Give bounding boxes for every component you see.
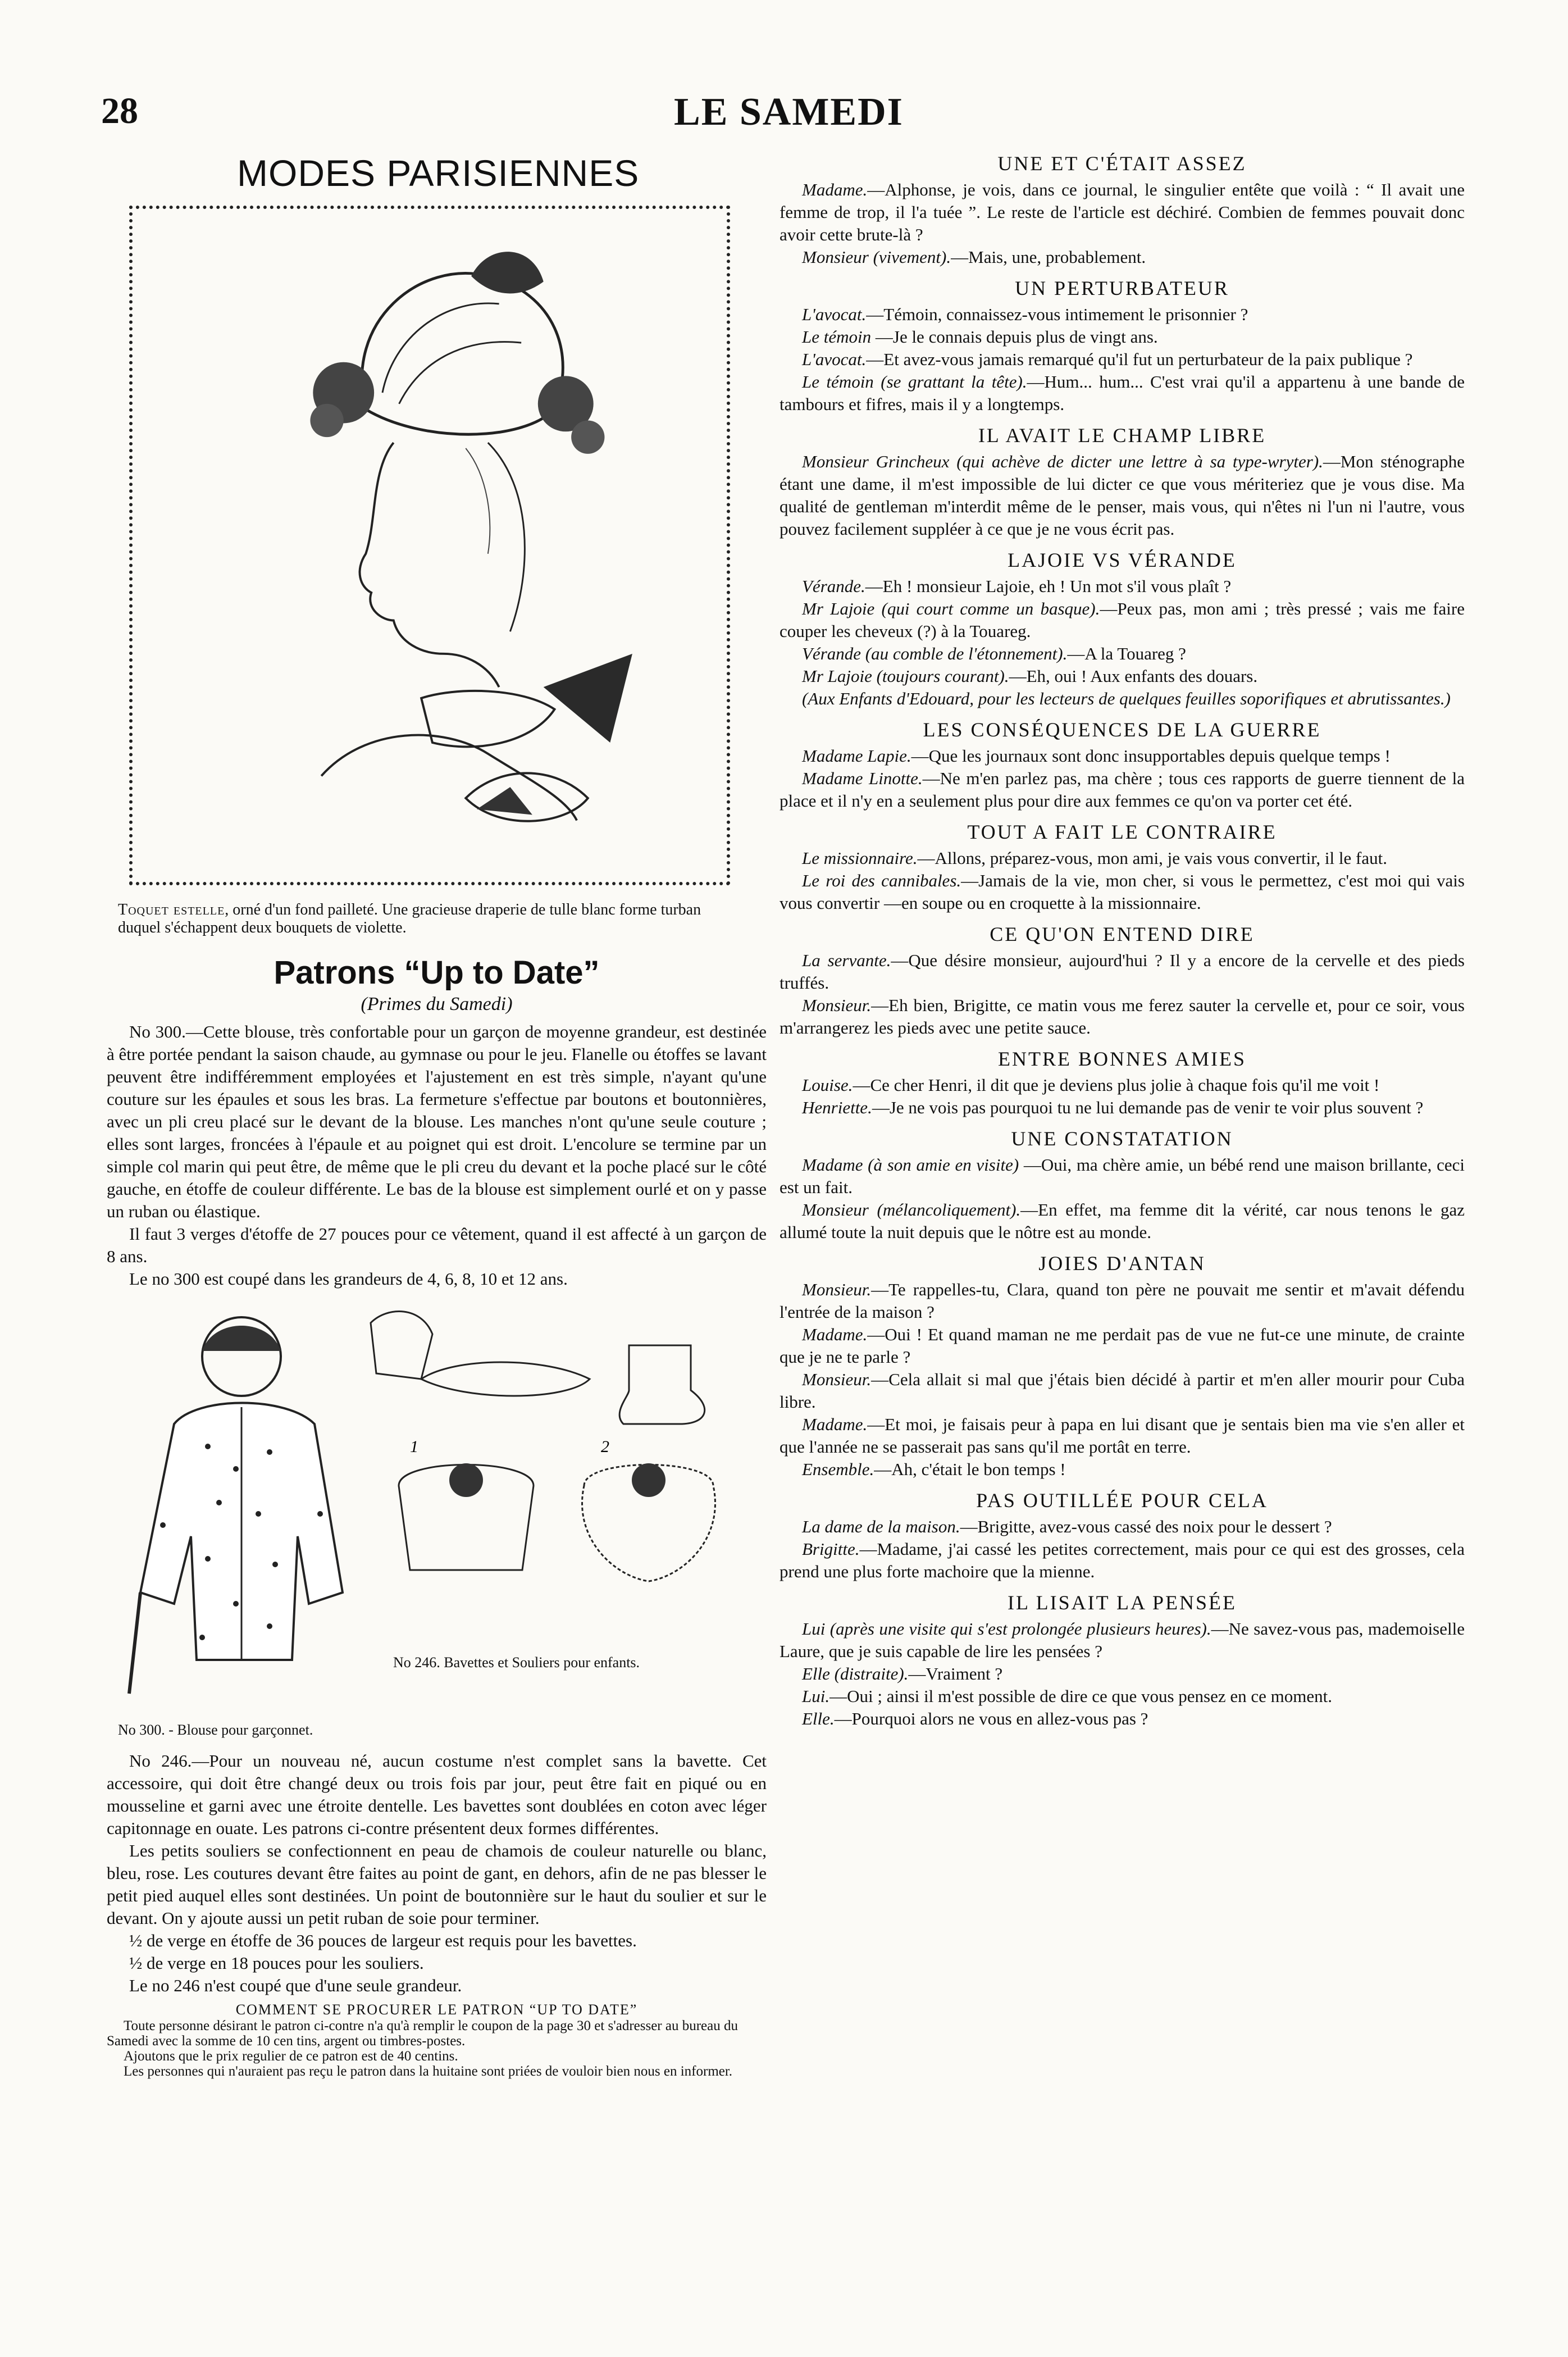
- dialogue-line: Vérande (au comble de l'étonnement).—A la Touareg ?: [802, 644, 1186, 663]
- dialogue-line: Henriette.—Je ne vois pas pourquoi tu ne lui demande pas de venir te voir plus souvent ?: [802, 1098, 1424, 1117]
- pattern-246-shoes: Les petits souliers se confectionnent en peau de chamois de couleur naturelle ou blanc, bleu, rose. Les coutures devant être faites au point de gant, en dehors, afin de ne pas blesser le petit pied auquel elles sont destinées. Un point de boutonnière sur le haut du soulier et sur le devant. On y ajoute aussi un petit ruban de soie pour terminer.: [107, 1841, 767, 1928]
- pattern-246-description: No 246.—Pour un nouveau né, aucun costume n'est complet sans la bavette. Cet accessoire, qui doit être changé deux ou trois fois par jour, peut être fait en piqué ou en mousseline et garni avec une étroite dentelle. Les bavettes sont doublées en coton avec léger capitonnage en ouate. Les patrons ci-contre présentent deux formes différentes.: [107, 1751, 767, 1838]
- pattern-300-sizes: Le no 300 est coupé dans les grandeurs de 4, 6, 8, 10 et 12 ans.: [129, 1269, 568, 1289]
- pattern-illustrations: [107, 1300, 767, 1750]
- dialogue-line: Madame.—Oui ! Et quand maman ne me perdait pas de vue ne fut-ce une minute, de crainte que je ne te parle ?: [780, 1325, 1465, 1367]
- fig-label-1: 1: [410, 1437, 418, 1456]
- dialogue-line: Monsieur.—Eh bien, Brigitte, ce matin vous me ferez sauter la cervelle et, pour ce soir, vous m'arrangerez les pieds avec une petite sauce.: [780, 995, 1465, 1038]
- primes-subtitle: (Primes du Samedi): [361, 994, 513, 1014]
- dialogue-line: Monsieur (vivement).—Mais, une, probablement.: [802, 247, 1146, 267]
- dialogue-line: Elle.—Pourquoi alors ne vous en allez-vous pas ?: [802, 1709, 1148, 1728]
- dialogue-line: Mr Lajoie (qui court comme un basque).—Peux pas, mon ami ; très pressé ; vais me faire couper les cheveux (?) à la Touareg.: [780, 599, 1465, 641]
- caption-246: No 246. Bavettes et Souliers pour enfants.: [393, 1654, 640, 1671]
- patrons-title: Patrons “Up to Date”: [274, 954, 600, 991]
- pattern-246-fabric-shoes: ½ de verge en 18 pouces pour les souliers.: [129, 1953, 424, 1973]
- left-column: [107, 152, 767, 2079]
- dialogue-line: Madame Linotte.—Ne m'en parlez pas, ma chère ; tous ces rapports de guerre tiennent de la place et il n'y en a seulement plus pour dire aux femmes ce qu'on va porter cet été.: [780, 768, 1465, 811]
- dialogue-line: Monsieur (mélancoliquement).—En effet, ma femme dit la vérité, car nous tenons le gaz allumé toute la nuit depuis que le nôtre est au monde.: [780, 1200, 1465, 1242]
- right-column: [780, 152, 1465, 1730]
- dialogue-line: Louise.—Ce cher Henri, il dit que je deviens plus jolie à chaque fois qu'il me voit !: [802, 1075, 1380, 1095]
- dialogue-line: Madame Lapie.—Que les journaux sont donc insupportables depuis quelque temps !: [802, 746, 1391, 766]
- regular-price-note: Ajoutons que le prix regulier de ce patron est de 40 centins.: [124, 2049, 458, 2064]
- how-to-order-text: Toute personne désirant le patron ci-contre n'a qu'à remplir le coupon de la page 30 et s'adresser au bureau du Samedi avec la somme de 10 cen tins, argent ou timbres-postes.: [107, 2018, 738, 2049]
- dialogue-line: La servante.—Que désire monsieur, aujourd'hui ? Il y a encore de la cervelle et des pieds truffés.: [780, 950, 1465, 993]
- dialogue-note: (Aux Enfants d'Edouard, pour les lecteurs de quelques feuilles soporifiques et abrutissantes.): [802, 689, 1451, 708]
- toquet-name: Toquet estelle: [118, 901, 225, 918]
- page-number: 28: [101, 90, 138, 131]
- caption-300: No 300. - Blouse pour garçonnet.: [118, 1722, 313, 1738]
- dialogue-line: La dame de la maison.—Brigitte, avez-vous cassé des noix pour le dessert ?: [802, 1517, 1332, 1536]
- section-title: UNE CONSTATATION: [1011, 1127, 1233, 1150]
- dialogue-line: Vérande.—Eh ! monsieur Lajoie, eh ! Un mot s'il vous plaît ?: [802, 576, 1232, 596]
- dialogue-line: Mr Lajoie (toujours courant).—Eh, oui ! Aux enfants des douars.: [802, 666, 1258, 686]
- pattern-246-fabric-bib: ½ de verge en étoffe de 36 pouces de largeur est requis pour les bavettes.: [129, 1931, 637, 1950]
- section-title: JOIES D'ANTAN: [1038, 1252, 1206, 1275]
- pattern-246-size: Le no 246 n'est coupé que d'une seule grandeur.: [129, 1976, 462, 1995]
- how-to-order-title: COMMENT SE PROCURER LE PATRON “UP TO DATE”: [235, 2001, 638, 2018]
- dialogue-line: Lui (après une visite qui s'est prolongée plusieurs heures).—Ne savez-vous pas, mademoiselle Laure, que je suis capable de lire les pensées ?: [780, 1619, 1465, 1661]
- section-title: UN PERTURBATEUR: [1015, 277, 1229, 299]
- section-title: CE QU'ON ENTEND DIRE: [990, 923, 1255, 945]
- section-title: IL LISAIT LA PENSÉE: [1008, 1591, 1237, 1614]
- dialogue-line: L'avocat.—Témoin, connaissez-vous intimement le prisonnier ?: [802, 304, 1248, 324]
- journal-title: LE SAMEDI: [674, 90, 904, 134]
- dialogue-line: Le témoin —Je le connais depuis plus de vingt ans.: [802, 327, 1158, 347]
- dialogue-line: Ensemble.—Ah, c'était le bon temps !: [802, 1459, 1066, 1479]
- section-title: IL AVAIT LE CHAMP LIBRE: [978, 424, 1266, 447]
- dialogue-line: Le témoin (se grattant la tête).—Hum... hum... C'est vrai qu'il a appartenu à une bande de tambours et fifres, mais il y a longtemps.: [780, 372, 1465, 414]
- woman-hat-illustration: [133, 209, 727, 882]
- section-title: LAJOIE VS VÉRANDE: [1008, 549, 1237, 571]
- pattern-300-fabric: Il faut 3 verges d'étoffe de 27 pouces pour ce vêtement, quand il est affecté à un garçon de 8 ans.: [107, 1224, 767, 1266]
- dialogue-line: Lui.—Oui ; ainsi il m'est possible de dire ce que vous pensez en ce moment.: [802, 1686, 1333, 1706]
- toquet-caption: [118, 901, 724, 937]
- dialogue-line: L'avocat.—Et avez-vous jamais remarqué qu'il fut un perturbateur de la paix publique ?: [802, 349, 1413, 369]
- blouse-bib-shoe-illustration: [107, 1300, 767, 1750]
- dialogue-line: Monsieur.—Cela allait si mal que j'étais bien décidé à partir et m'en aller mourir pour Cuba libre.: [780, 1369, 1465, 1412]
- dialogue-line: Madame.—Alphonse, je vois, dans ce journal, le singulier entête que voilà : “ Il avait une femme de trop, il l'a tuée ”. Le reste de l'article est déchiré. Combien de femmes pouvait donc avoir cette brute-là ?: [780, 180, 1465, 244]
- dialogue-line: Madame.—Et moi, je faisais peur à papa en lui disant que je sentais bien ma vie s'en aller et que l'année ne se passerait pas sans qu'il me portât en terre.: [780, 1414, 1465, 1457]
- dialogue-line: Le roi des cannibales.—Jamais de la vie, mon cher, si vous le permettez, c'est moi qui vais vous convertir —en soupe ou en croquette à la missionnaire.: [780, 871, 1465, 913]
- dialogue-line: Monsieur Grincheux (qui achève de dicter une lettre à sa type-wryter).—Mon sténographe étant une dame, il m'est impossible de lui dicter ce que vous mériteriez que je vous dise. Ma qualité de gentleman m'interdit même de le penser, mais vous, qui n'êtes ni l'un ni l'autre, vous pouvez facilement suppléer à ce que je ne vous écrit pas.: [780, 452, 1465, 539]
- dialogue-line: Brigitte.—Madame, j'ai cassé les petites correctement, mais pour ce qui est des grosses, cela prend une plus forte machoire que la mienne.: [780, 1539, 1465, 1581]
- fashion-illustration-frame: [129, 206, 730, 885]
- fig-label-2: 2: [601, 1437, 609, 1456]
- dialogue-line: Madame (à son amie en visite) —Oui, ma chère amie, un bébé rend une maison brillante, ceci est un fait.: [780, 1155, 1465, 1197]
- dialogue-line: Monsieur.—Te rappelles-tu, Clara, quand ton père ne pouvait me sentir et m'avait défendu l'entrée de la maison ?: [780, 1280, 1465, 1322]
- section-title: ENTRE BONNES AMIES: [997, 1048, 1247, 1070]
- dialogue-line: Elle (distraite).—Vraiment ?: [802, 1664, 1003, 1683]
- toquet-description: , orné d'un fond pailleté. Une gracieuse draperie de tulle blanc forme turban duquel s'échappent deux bouquets de violette.: [118, 901, 701, 936]
- modes-title: MODES PARISIENNES: [237, 152, 640, 194]
- dialogue-line: Le missionnaire.—Allons, préparez-vous, mon ami, je vais vous convertir, il le faut.: [802, 848, 1387, 868]
- not-received-note: Les personnes qui n'auraient pas reçu le patron dans la huitaine sont priées de vouloir bien nous en informer.: [124, 2064, 733, 2079]
- section-title: PAS OUTILLÉE POUR CELA: [976, 1489, 1268, 1512]
- section-title: TOUT A FAIT LE CONTRAIRE: [967, 821, 1277, 843]
- section-title: LES CONSÉQUENCES DE LA GUERRE: [923, 718, 1321, 741]
- section-title: UNE ET C'ÉTAIT ASSEZ: [997, 152, 1247, 175]
- pattern-300-description: No 300.—Cette blouse, très confortable pour un garçon de moyenne grandeur, est destinée à être portée pendant la saison chaude, au gymnase ou pour le jeu. Flanelle ou étoffes se lavant peuvent être indifféremment employées et l'ajustement en est très simple, n'ayant qu'une couture sur les épaules et sous les bras. La fermeture s'effectue par boutons et boutonnières, avec un pli creu placé sur le devant de la blouse. Les manches n'ont qu'une seule couture ; elles sont larges, froncées à l'épaule et au poignet qui est droit. L'encolure se termine par un simple col marin qui peut être, de même que le pli creu du devant et la poche placé sur le côté gauche, en étoffe de couleur différente. Le bas de la blouse est simplement ourlé et on y passe un ruban ou élastique.: [107, 1022, 767, 1221]
